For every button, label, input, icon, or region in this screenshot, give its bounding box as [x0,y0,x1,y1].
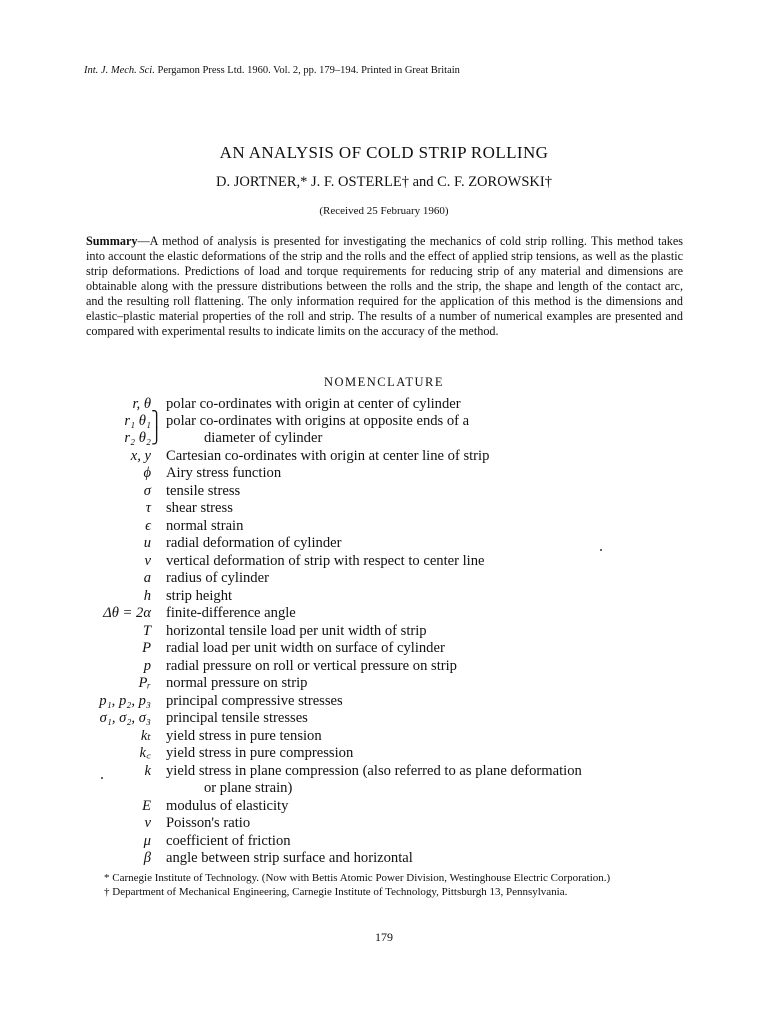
summary-label: Summary [86,234,138,248]
nomenclature-symbol: T [142,623,151,639]
nomenclature-symbol: h [143,588,151,604]
nomenclature-definition: Poisson's ratio [166,815,251,831]
nomenclature-definition: radial deformation of cylinder [166,535,342,551]
page-number: 179 [375,930,393,944]
paper-title: AN ANALYSIS OF COLD STRIP ROLLING [219,143,549,162]
journal-details: Pergamon Press Ltd. 1960. Vol. 2, pp. 179–194. Printed in Great Britain [157,65,460,76]
nomenclature-symbol: x, y [130,448,151,464]
nomenclature-definition: normal strain [166,518,244,534]
nomenclature-symbol: ϵ [145,518,151,534]
scan-speck [101,777,103,779]
nomenclature-symbol: σ₁, σ₂, σ₃ [99,710,151,726]
nomenclature-definition: polar co-ordinates with origins at opposite ends of a [166,413,470,429]
nomenclature-definition: diameter of cylinder [204,430,323,446]
nomenclature-symbol: σ [143,483,151,499]
nomenclature-definition: vertical deformation of strip with respect to center line [166,553,485,569]
nomenclature-definition: polar co-ordinates with origin at center of cylinder [166,396,461,412]
nomenclature-definition: yield stress in pure tension [166,728,322,744]
nomenclature-definition: horizontal tensile load per unit width of strip [166,623,427,639]
nomenclature-symbol: k [144,763,151,779]
journal-abbrev: Int. J. Mech. Sci. [84,65,155,76]
paper-authors: D. JORTNER,* J. F. OSTERLE† and C. F. ZOROWSKI† [216,174,552,190]
grouping-brace: ⎫ [151,412,163,428]
nomenclature-heading: NOMENCLATURE [323,375,445,389]
nomenclature-definition: shear stress [166,500,233,516]
grouping-brace: ⎭ [151,429,163,445]
nomenclature-definition: Cartesian co-ordinates with origin at center line of strip [166,448,490,464]
footnote-affiliation-2: † Department of Mechanical Engineering, Carnegie Institute of Technology, Pittsburgh 13, Pennsylvania. [104,885,568,898]
nomenclature-definition: normal pressure on strip [166,675,308,691]
nomenclature-definition: principal tensile stresses [166,710,308,726]
nomenclature-definition: radial pressure on roll or vertical pressure on strip [166,658,457,674]
nomenclature-definition: modulus of elasticity [166,798,289,814]
nomenclature-symbol: ϕ [143,465,151,481]
nomenclature-symbol: p [143,658,151,674]
nomenclature-definition: principal compressive stresses [166,693,343,709]
journal-header [84,65,704,76]
nomenclature-symbol: u [143,535,151,551]
nomenclature-symbol: kₜ [140,728,151,744]
nomenclature-symbol: Pᵣ [138,675,151,691]
nomenclature-symbol: μ [143,833,151,849]
nomenclature-definition: finite-difference angle [166,605,296,621]
nomenclature-symbol: r₂ θ₂ [124,430,151,446]
nomenclature-definition: yield stress in plane compression (also referred to as plane deformation [166,763,582,779]
nomenclature-symbol: k꜀ [139,745,151,761]
nomenclature-symbol: p₁, p₂, p₃ [99,693,151,709]
nomenclature-definition: yield stress in pure compression [166,745,354,761]
nomenclature-symbol: ν [144,815,151,831]
nomenclature-symbol: β [143,850,151,866]
summary-paragraph [86,234,683,339]
nomenclature-definition: or plane strain) [204,780,293,796]
nomenclature-symbol: a [143,570,151,586]
nomenclature-definition: angle between strip surface and horizontal [166,850,413,866]
nomenclature-symbol: r₁ θ₁ [124,413,151,429]
scan-speck [600,549,602,551]
nomenclature-definition: tensile stress [166,483,241,499]
nomenclature-symbol: v [144,553,151,569]
nomenclature-definition: radius of cylinder [166,570,269,586]
summary-text: —A method of analysis is presented for investigating the mechanics of cold strip rolling. This method takes into account the elastic deformations of the strip and the rolls and the effect of applied strip tensions, as well as the plastic strip deformations. Predictions of load and torque requirements for reducing strip of any material and dimensions are obtainable along with the pressure distributions between the rolls and the strip, the shape and length of the contact arc, and the resulting roll flattening. The only information required for the application of this method is the dimensions and elastic–plastic material properties of the roll and strip. The results of a number of numerical examples are presented and compared with experimental results to indicate limits on the accuracy of the method. [86,234,683,338]
nomenclature-definition: strip height [166,588,233,604]
received-date: (Received 25 February 1960) [319,205,449,217]
nomenclature-symbol: P [142,640,151,656]
nomenclature-symbol: r, θ [132,396,151,412]
nomenclature-symbol: E [142,798,151,814]
nomenclature-symbol: τ [145,500,151,516]
nomenclature-definition: radial load per unit width on surface of cylinder [166,640,445,656]
footnotes [86,872,683,899]
nomenclature-definition: coefficient of friction [166,833,291,849]
nomenclature-symbol: Δθ = 2α [103,605,151,621]
nomenclature-definition: Airy stress function [166,465,282,481]
footnote-affiliation-1: * Carnegie Institute of Technology. (Now with Bettis Atomic Power Division, Westinghouse Electric Corporation.) [104,872,611,884]
